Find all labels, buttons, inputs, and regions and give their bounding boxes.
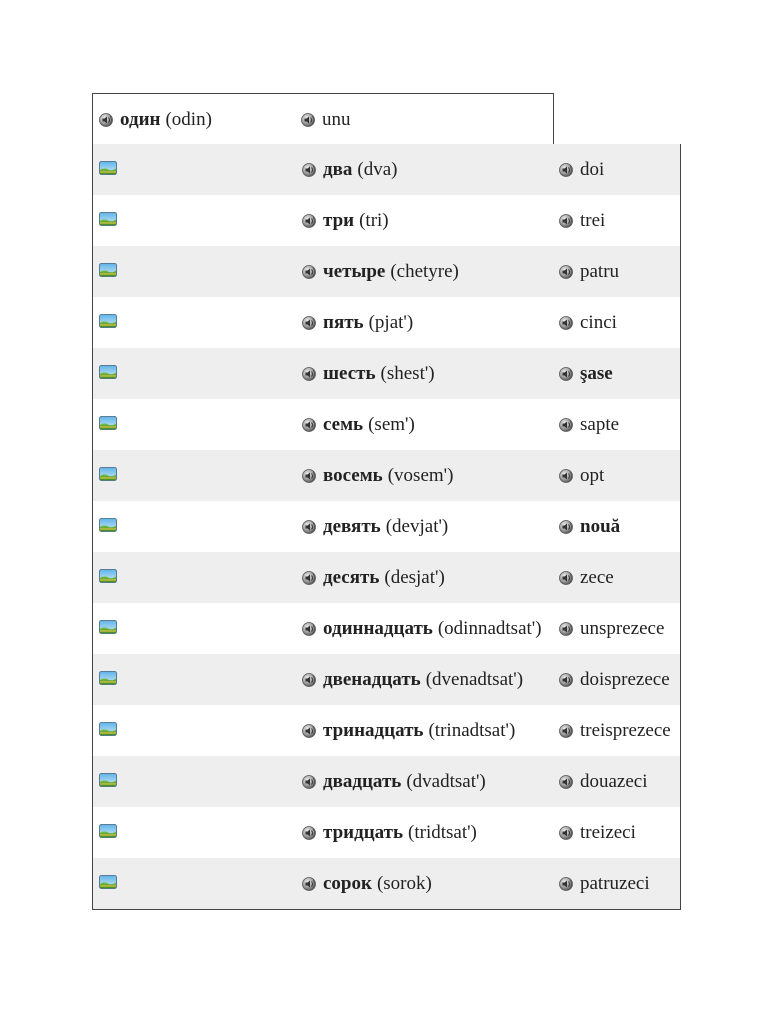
table-row [93, 654, 680, 705]
transliteration: (tri) [359, 209, 389, 231]
image-cell [99, 756, 117, 807]
image-cell [99, 705, 117, 756]
table-row [93, 807, 680, 858]
image-cell [99, 246, 117, 297]
transliteration: (dvadtsat') [406, 770, 486, 792]
transliteration: (odin) [165, 108, 212, 130]
speaker-icon[interactable] [558, 825, 574, 841]
russian-cell [301, 858, 432, 909]
russian-word: двадцать [323, 770, 402, 792]
speaker-icon[interactable] [301, 366, 317, 382]
table-row [93, 195, 680, 246]
romanian-word: treisprezece [580, 719, 671, 741]
transliteration: (trinadtsat') [428, 719, 516, 741]
speaker-icon[interactable] [558, 723, 574, 739]
transliteration: (sem') [368, 413, 415, 435]
romanian-cell [558, 501, 620, 552]
romanian-cell [558, 756, 648, 807]
image-cell [99, 144, 117, 195]
russian-word: семь [323, 413, 364, 435]
speaker-icon[interactable] [301, 774, 317, 790]
image-cell [99, 297, 117, 348]
russian-cell [301, 399, 415, 450]
russian-word: тридцать [323, 821, 404, 843]
image-thumbnail-icon[interactable] [99, 671, 117, 685]
romanian-word: trei [580, 209, 606, 231]
image-thumbnail-icon[interactable] [99, 263, 117, 277]
speaker-icon[interactable] [558, 366, 574, 382]
russian-word: двенадцать [323, 668, 421, 690]
transliteration: (dvenadtsat') [425, 668, 524, 690]
image-cell [99, 450, 117, 501]
image-thumbnail-icon[interactable] [99, 467, 117, 481]
transliteration: (sorok) [376, 872, 432, 894]
russian-cell [301, 603, 542, 654]
romanian-word: cinci [580, 311, 617, 333]
russian-word: четыре [323, 260, 386, 282]
speaker-icon[interactable] [301, 723, 317, 739]
russian-cell [301, 756, 486, 807]
image-cell [99, 348, 117, 399]
russian-word: два [323, 158, 353, 180]
speaker-icon[interactable] [558, 621, 574, 637]
image-thumbnail-icon[interactable] [99, 518, 117, 532]
russian-word: десять [323, 566, 380, 588]
table-row [93, 705, 680, 756]
romanian-cell [558, 858, 650, 909]
russian-cell [301, 297, 413, 348]
romanian-word: doisprezece [580, 668, 670, 690]
table-row-header [92, 93, 554, 144]
image-cell [99, 654, 117, 705]
speaker-icon[interactable] [558, 876, 574, 892]
romanian-word: nouă [580, 515, 621, 537]
romanian-word: patru [580, 260, 620, 282]
vocabulary-table [92, 93, 681, 910]
russian-cell [301, 654, 523, 705]
romanian-word: şase [580, 362, 613, 384]
image-thumbnail-icon[interactable] [99, 365, 117, 379]
speaker-icon[interactable] [558, 264, 574, 280]
speaker-icon[interactable] [558, 468, 574, 484]
speaker-icon[interactable] [558, 774, 574, 790]
table-row [93, 450, 680, 501]
speaker-icon[interactable] [301, 672, 317, 688]
romanian-cell [558, 297, 617, 348]
russian-cell [301, 246, 459, 297]
romanian-cell [558, 144, 604, 195]
romanian-word: zece [580, 566, 614, 588]
image-cell [99, 195, 117, 246]
table-row [93, 501, 680, 552]
speaker-icon[interactable] [558, 315, 574, 331]
speaker-icon[interactable] [558, 672, 574, 688]
russian-word: сорок [323, 872, 372, 894]
table-row [93, 144, 680, 195]
russian-cell [98, 94, 212, 145]
transliteration: (desjat') [384, 566, 445, 588]
russian-cell [301, 348, 435, 399]
romanian-word: opt [580, 464, 605, 486]
transliteration: (shest') [380, 362, 435, 384]
image-cell [99, 501, 117, 552]
romanian-cell [558, 654, 670, 705]
table-row [93, 603, 680, 654]
russian-cell [301, 195, 389, 246]
image-thumbnail-icon[interactable] [99, 722, 117, 736]
transliteration: (tridtsat') [408, 821, 477, 843]
romanian-cell [300, 94, 351, 145]
transliteration: (odinnadtsat') [437, 617, 542, 639]
romanian-cell [558, 603, 664, 654]
romanian-word: sapte [580, 413, 620, 435]
russian-word: одиннадцать [323, 617, 433, 639]
table-row [93, 348, 680, 399]
table-row [93, 246, 680, 297]
russian-word: один [120, 108, 161, 130]
speaker-icon[interactable] [301, 570, 317, 586]
speaker-icon[interactable] [301, 621, 317, 637]
russian-cell [301, 705, 515, 756]
table-row [93, 297, 680, 348]
image-thumbnail-icon[interactable] [99, 314, 117, 328]
image-cell [99, 858, 117, 909]
romanian-cell [558, 552, 614, 603]
speaker-icon[interactable] [558, 213, 574, 229]
image-thumbnail-icon[interactable] [99, 773, 117, 787]
image-thumbnail-icon[interactable] [99, 620, 117, 634]
romanian-cell [558, 399, 619, 450]
speaker-icon[interactable] [558, 162, 574, 178]
image-thumbnail-icon[interactable] [99, 416, 117, 430]
image-cell [99, 552, 117, 603]
russian-cell [301, 144, 397, 195]
transliteration: (pjat') [368, 311, 414, 333]
romanian-word: unsprezece [580, 617, 665, 639]
russian-word: шесть [323, 362, 376, 384]
russian-cell [301, 450, 453, 501]
speaker-icon[interactable] [301, 519, 317, 535]
speaker-icon[interactable] [300, 112, 316, 128]
russian-cell [301, 807, 477, 858]
speaker-icon[interactable] [301, 162, 317, 178]
table-row [93, 858, 680, 909]
speaker-icon[interactable] [301, 876, 317, 892]
image-thumbnail-icon[interactable] [99, 875, 117, 889]
image-thumbnail-icon[interactable] [99, 824, 117, 838]
table-row [93, 756, 680, 807]
russian-cell [301, 501, 448, 552]
romanian-word: douazeci [580, 770, 648, 792]
russian-cell [301, 552, 445, 603]
russian-word: три [323, 209, 355, 231]
image-cell [99, 603, 117, 654]
speaker-icon[interactable] [301, 213, 317, 229]
transliteration: (vosem') [387, 464, 454, 486]
image-thumbnail-icon[interactable] [99, 569, 117, 583]
romanian-cell [558, 705, 671, 756]
table-row [93, 552, 680, 603]
romanian-word: treizeci [580, 821, 636, 843]
table-row [93, 399, 680, 450]
romanian-word: doi [580, 158, 605, 180]
speaker-icon[interactable] [558, 570, 574, 586]
russian-word: тринадцать [323, 719, 424, 741]
speaker-icon[interactable] [558, 519, 574, 535]
romanian-cell [558, 348, 613, 399]
image-cell [99, 399, 117, 450]
russian-word: пять [323, 311, 364, 333]
speaker-icon[interactable] [301, 468, 317, 484]
image-thumbnail-icon[interactable] [99, 161, 117, 175]
russian-word: девять [323, 515, 381, 537]
romanian-cell [558, 195, 605, 246]
russian-word: восемь [323, 464, 383, 486]
transliteration: (chetyre) [390, 260, 459, 282]
transliteration: (devjat') [385, 515, 449, 537]
speaker-icon[interactable] [558, 417, 574, 433]
speaker-icon[interactable] [301, 264, 317, 280]
image-cell [99, 807, 117, 858]
romanian-cell [558, 246, 619, 297]
image-thumbnail-icon[interactable] [99, 212, 117, 226]
romanian-cell [558, 807, 636, 858]
romanian-word: unu [322, 108, 351, 130]
speaker-icon[interactable] [98, 112, 114, 128]
speaker-icon[interactable] [301, 825, 317, 841]
table-body [92, 144, 681, 910]
speaker-icon[interactable] [301, 417, 317, 433]
romanian-cell [558, 450, 604, 501]
romanian-word: patruzeci [580, 872, 650, 894]
transliteration: (dva) [357, 158, 398, 180]
speaker-icon[interactable] [301, 315, 317, 331]
